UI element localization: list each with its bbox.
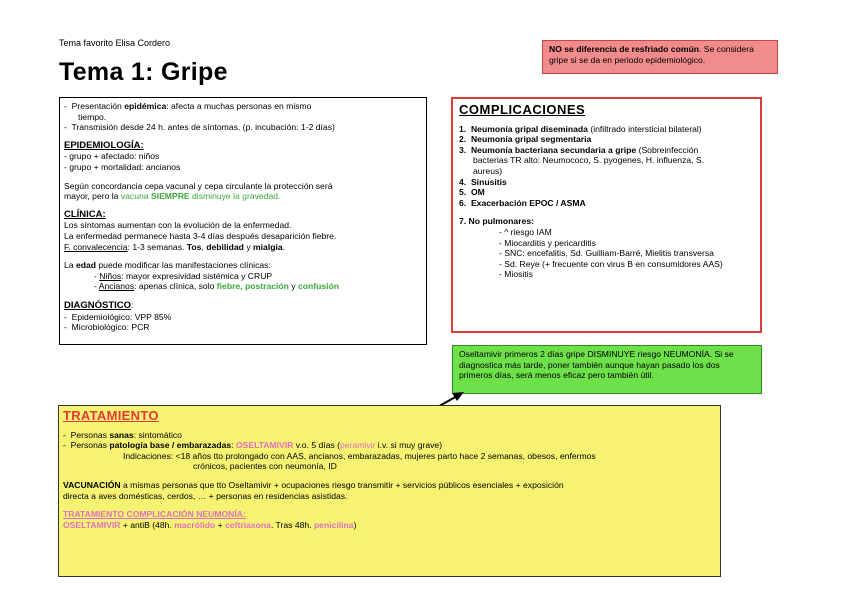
- treat-drug: OSELTAMIVIR: [63, 519, 121, 530]
- ancianos-green: fiebre, postración: [216, 281, 289, 292]
- treat-text: i.v. si muy grave): [375, 440, 443, 451]
- comp-sub-item: - Sd. Reye (+ frecuente con virus B en consumidores AAS): [499, 258, 723, 269]
- epi-text: Según concordancia cepa vacunal y cepa circulante la protección será: [64, 180, 333, 191]
- comp-bold: Neumonía gripal diseminada: [470, 123, 588, 134]
- vacunacion-line: [63, 480, 716, 491]
- clinica-bold: Tos: [186, 241, 202, 252]
- intro-text: Presentación: [71, 101, 125, 111]
- clinica-text: ,: [201, 241, 207, 252]
- epi-siempre: SIEMPRE: [150, 191, 190, 202]
- treat-text: v.o. 5 días (: [293, 440, 341, 451]
- list-item: - Epidemiológico: VPP 85%: [64, 311, 172, 322]
- clinica-text: : 1-3 semanas.: [127, 241, 187, 252]
- intro-text: Transmisión desde 24 h. antes de síntomas. (p. incubación: 1-2 días): [71, 122, 335, 133]
- epi-vacuna: vacuna: [120, 191, 151, 202]
- ancianos-green: confusión: [297, 281, 340, 292]
- ancianos-line: - Ancianos: apenas clínica, solo fiebre, postración y confusión: [94, 281, 340, 292]
- complicacion-line: [63, 520, 716, 531]
- oselt-line: primeros días, será menos eficaz pero también útil.: [459, 370, 654, 381]
- comp-item: 5. OM: [459, 187, 485, 198]
- oselt-line: diagnostica más tarde, poner también aunque hayan pasado los dos: [459, 359, 720, 370]
- oselt-line: Oseltamivir primeros 2 días gripe DISMINUYE riesgo NEUMONÍA. Si se: [459, 349, 734, 359]
- treat-text: :: [231, 440, 236, 451]
- comp-bold: Neumonía gripal segmentaria: [470, 134, 592, 145]
- complicacion-heading: TRATAMIENTO COMPLICACIÓN NEUMONÍA:: [63, 509, 246, 520]
- author-line: Tema favorito Elisa Cordero: [59, 38, 171, 48]
- tratamiento-heading: TRATAMIENTO: [63, 408, 159, 423]
- comp-item-cont: aureus): [473, 165, 503, 176]
- diagnostico-heading: DIAGNÓSTICO: [64, 299, 132, 311]
- indicaciones-line: crónicos, pacientes con neumonía, ID: [193, 461, 337, 472]
- treat-bold: patología base / embarazadas: [109, 440, 232, 451]
- intro-text: : afecta a muchas personas en mismo: [166, 101, 312, 111]
- clinica-heading: CLÍNICA:: [64, 208, 106, 220]
- comp-bold: OM: [470, 187, 485, 198]
- ancianos-text: y: [288, 281, 298, 292]
- treat-text: Personas: [70, 429, 110, 440]
- epi-text-part: mayor, pero la: [64, 191, 121, 202]
- treat-text: Personas: [70, 440, 110, 451]
- treat-text: . Tras 48h.: [270, 519, 314, 530]
- list-item: - Microbiológico: PCR: [64, 322, 150, 333]
- comp-sub-item: - SNC: encefalitis, Sd. Guilliam-Barré, Mielitis transversa: [499, 248, 714, 259]
- treat-item: - Personas patología base / embarazadas: OSELTAMIVIR v.o. 5 días (peramivir i.v. si muy grave): [63, 440, 443, 451]
- edad-bold: edad: [75, 260, 97, 271]
- note-rest: . Se considera gripe si se da en periodo epidemiológico.: [549, 44, 754, 65]
- diag-item: Epidemiológico: VPP 85%: [71, 311, 172, 322]
- ninos-text: : mayor expresividad sistémica y CRUP: [121, 270, 273, 281]
- ninos-line: - Niños: mayor expresividad sistémica y CRUP: [94, 270, 273, 281]
- comp-item: 3. Neumonía bacteriana secundaria a gripe (Sobreinfección: [459, 144, 699, 155]
- tratamiento-box: [58, 405, 721, 577]
- epi-text-green: disminuye la gravedad.: [189, 191, 281, 202]
- treat-text: + antiB (48h.: [120, 519, 175, 530]
- complicaciones-heading: COMPLICACIONES: [459, 102, 586, 117]
- list-item: - Presentación epidémica: afecta a muchas personas en mismo: [64, 101, 312, 111]
- intro-bold: epidémica: [124, 101, 167, 111]
- edad-text: La: [64, 260, 76, 271]
- list-item: - grupo + mortalidad: ancianos: [64, 161, 181, 172]
- note-bold: NO se diferencia de resfriado común: [549, 44, 699, 54]
- clinica-bold: debilidad: [206, 241, 244, 252]
- clinica-line: Los síntomas aumentan con la evolución de la enfermedad.: [64, 220, 292, 231]
- treat-text: +: [215, 519, 226, 530]
- epidemiologia-heading: EPIDEMIOLOGÍA:: [64, 139, 144, 151]
- epi-item: grupo + mortalidad: ancianos: [69, 161, 181, 172]
- comp-item-no-pulmonares: 7. No pulmonares:: [459, 216, 534, 227]
- comp-item: 4. Sinusitis: [459, 176, 507, 187]
- clinica-text: .: [282, 241, 286, 252]
- treat-drug: ceftriaxona: [225, 519, 271, 530]
- vacunacion-text: a mismas personas que tto Oseltamivir + ocupaciones riesgo transmitir + servicios públicos esenciales + exposición: [120, 479, 564, 490]
- diagnostico-colon: :: [131, 299, 134, 310]
- list-item: - grupo + afectado: niños: [64, 151, 160, 162]
- treat-drug: peramivir: [340, 440, 376, 451]
- comp-item: 2. Neumonía gripal segmentaria: [459, 134, 592, 145]
- clinica-line: La enfermedad permanece hasta 3-4 días después desaparición fiebre.: [64, 230, 337, 241]
- arrow-head-icon: [452, 392, 464, 401]
- treat-item: - Personas sanas: sintomático: [63, 429, 182, 440]
- comp-sub-item: - ^ riesgo IAM: [499, 226, 552, 237]
- comp-text: (Sobreinfección: [636, 144, 699, 155]
- ninos-label: Niños: [99, 270, 122, 281]
- treat-drug: macrólido: [174, 519, 216, 530]
- treat-drug: penicilina: [313, 519, 354, 530]
- indicaciones-line: Indicaciones: <18 años tto prolongado con AAS, ancianos, embarazadas, mujeres parto hace 2 semanas, obesos, enfermos: [123, 450, 596, 461]
- intro-text: tiempo.: [78, 111, 107, 122]
- comp-sub-item: - Miocarditis y pericarditis: [499, 237, 596, 248]
- comp-item: 1. Neumonía gripal diseminada (infiltrado intersticial bilateral): [459, 123, 702, 134]
- treat-text: ): [353, 519, 357, 530]
- clinica-text: y: [243, 241, 254, 252]
- comp-item-cont: bacterias TR alto: Neumococo, S. pyogenes, H. influenza, S.: [473, 155, 705, 166]
- treat-drug: OSELTAMIVIR: [235, 440, 294, 451]
- list-item: - Transmisión desde 24 h. antes de síntomas. (p. incubación: 1-2 días): [64, 122, 335, 133]
- vacunacion-line: directa a aves domésticas, cerdos, … + personas en residencias asistidas.: [63, 490, 348, 501]
- clinica-bold: mialgia: [253, 241, 283, 252]
- ancianos-label: Ancianos: [98, 281, 135, 292]
- epi-item: grupo + afectado: niños: [69, 151, 160, 162]
- treat-text: : sintomático: [133, 429, 182, 440]
- comp-bold: Sinusitis: [470, 176, 507, 187]
- ancianos-text: : apenas clínica, solo: [134, 281, 217, 292]
- comp-bold: Exacerbación EPOC / ASMA: [470, 197, 586, 208]
- comp-sub-item: - Miositis: [499, 269, 533, 280]
- vacunacion-label: VACUNACIÓN: [63, 479, 121, 490]
- treat-bold: sanas: [109, 429, 134, 440]
- convalecencia-label: F. convalecencia: [64, 241, 128, 252]
- diag-item: Microbiológico: PCR: [71, 322, 150, 333]
- edad-text: puede modificar las manifestaciones clínicas:: [96, 260, 271, 271]
- page-title: Tema 1: Gripe: [59, 58, 228, 86]
- comp-bold: Neumonía bacteriana secundaria a gripe: [470, 144, 637, 155]
- comp-text: (infiltrado intersticial bilateral): [587, 123, 702, 134]
- comp-item: 6. Exacerbación EPOC / ASMA: [459, 197, 586, 208]
